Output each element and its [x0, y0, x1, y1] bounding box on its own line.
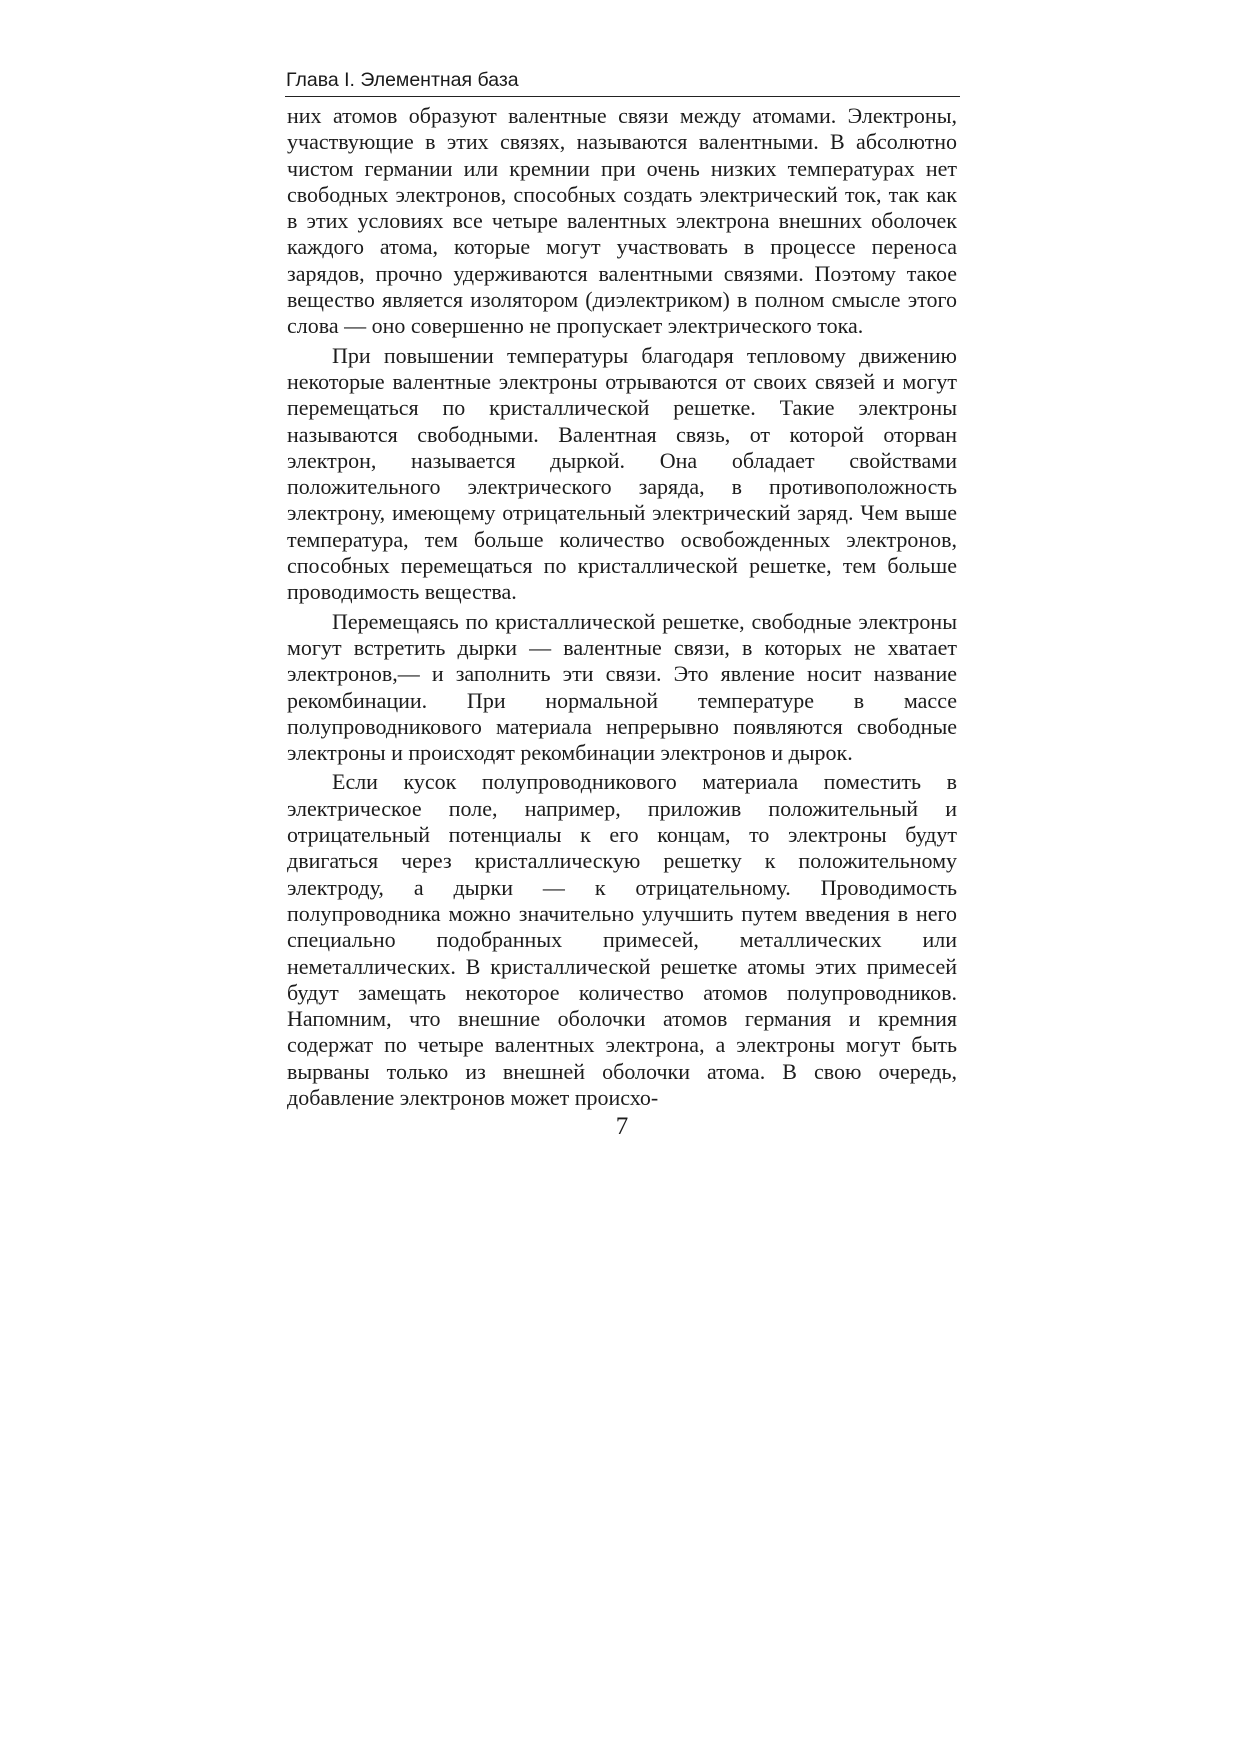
- running-header: [285, 68, 960, 97]
- page-number: 7: [615, 1113, 629, 1140]
- paragraph: При повышении температуры благодаря тепловому движению некоторые валентные электроны отрываются от своих связей и могут перемещаться по кристаллической решетке. Такие электроны называются свободными. Валентная связь, от которой оторван электрон, называется дыркой. Она обладает свойствами положительного электрического заряда, в противоположность электрону, имеющему отрицательный электрический заряд. Чем выше температура, тем больше количество освобожденных электронов, способных перемещаться по кристаллической решетке, тем больше проводимость вещества.: [287, 342, 957, 605]
- running-title: Глава I. Элементная база: [286, 69, 519, 91]
- body-text: [287, 103, 957, 1111]
- paragraph: Если кусок полупроводникового материала поместить в электрическое поле, например, приложив положительный и отрицательный потенциалы к его концам, то электроны будут двигаться через кристаллическую решетку к положительному электроду, а дырки — к отрицательному. Проводимость полупроводника можно значительно улучшить путем введения в него специально подобранных примесей, металлических или неметаллических. В кристаллической решетке атомы этих примесей будут замещать некоторое количество атомов полупроводников. Напомним, что внешние оболочки атомов германия и кремния содержат по четыре валентных электрона, а электроны могут быть вырваны только из внешней оболочки атома. В свою очередь, добавление электронов может происхо-: [287, 769, 957, 1110]
- paragraph-continuation: них атомов образуют валентные связи между атомами. Электроны, участвующие в этих связях, называются валентными. В абсолютно чистом германии или кремнии при очень низких температурах нет свободных электронов, способных создать электрический ток, так как в этих условиях все четыре валентных электрона внешних оболочек каждого атома, которые могут участвовать в процессе переноса зарядов, прочно удерживаются валентными связями. Поэтому такое вещество является изолятором (диэлектриком) в полном смысле этого слова — оно совершенно не пропускает электрического тока.: [287, 103, 957, 339]
- paragraph: Перемещаясь по кристаллической решетке, свободные электроны могут встретить дырки — валентные связи, в которых не хватает электронов,— и заполнить эти связи. Это явление носит название рекомбинации. При нормальной температуре в массе полупроводникового материала непрерывно появляются свободные электроны и происходят рекомбинации электронов и дырок.: [287, 608, 957, 766]
